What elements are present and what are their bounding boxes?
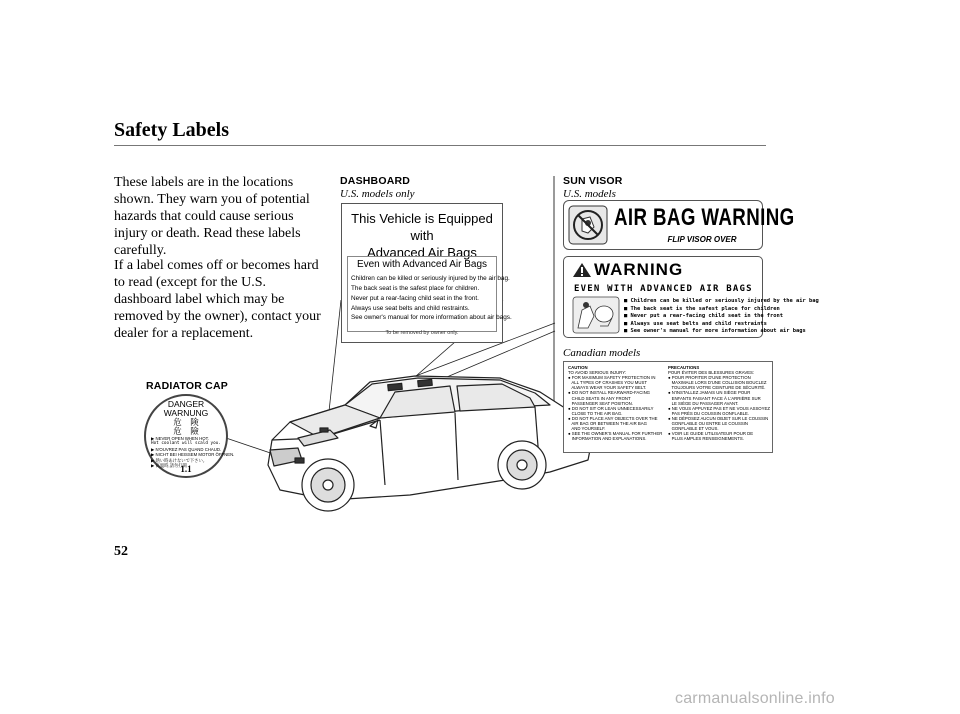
dashboard-label-title-line-1: This Vehicle is Equipped with — [351, 211, 493, 243]
radiator-cap-danger: DANGER — [167, 399, 205, 409]
dashboard-label-line: Children can be killed or seriously injured by the air bag. — [351, 275, 510, 282]
intro-paragraph-1: These labels are in the locations shown. They warn you of potential hazards that could cause serious injury or death. Read these labels carefully. — [114, 175, 310, 258]
visor-warning-line: ■ Always use seat belts and child restraints — [624, 320, 767, 327]
dashboard-label-title-line-2: Advanced Air Bags — [367, 245, 477, 260]
canadian-label-precautions-text: POUR ÉVITER DES BLESSURES GRAVES: ● POUR PROFITER D'UNE PROTECTION MAXIMALE LORS D'UNE COLLISION BOUCLEZ TOUJOURS VOTRE CEINTURE DE SÉCURITÉ. ● N'INSTALLEZ JAMAIS UN SIÈGE POUR ENFANTS FAISANT FACE À L'ARRIÈRE SUR LE SIÈGE DU PASSAGER AVANT. ● NE VOUS APPUYEZ PAS ET NE VOUS ASSOYEZ PAS PRÈS DU COUSSIN GONFLABLE. ● NE DÉPOSEZ AUCUN OBJET SUR LE COUSSIN GONFLABLE OU ENTRE LE COUSSIN GONFLABLE ET VOUS. ● VOIR LE GUIDE UTILISATEUR POUR DE PLUS AMPLES RENSEIGNEMENTS. — [668, 370, 771, 442]
dashboard-label-subtitle: Even with Advanced Air Bags — [356, 259, 488, 270]
canadian-visor-label — [563, 361, 773, 453]
radiator-cap-line: ▶ N'OUVREZ PAS QUAND CHAUD. — [151, 446, 222, 452]
canadian-label-caution-heading: CAUTION — [568, 365, 588, 370]
visor-warning-line: ■ Never put a rear-facing child seat in the front — [624, 313, 784, 319]
intro-paragraph-2: If a label comes off or becomes hard to read (except for the U.S. dashboard label which may be removed by the owner), contact your dealer for a replacement. — [114, 258, 321, 341]
dashboard-label-line: The back seat is the safest place for children. — [351, 285, 480, 292]
visor-warning-label — [563, 256, 819, 338]
radiator-cap-line: ▶ 高溫時,請勿打開 — [151, 463, 187, 468]
radiator-cap-warning-words — [146, 400, 226, 436]
flip-visor-text: FLIP VISOR OVER — [667, 235, 737, 244]
sun-visor-us-subheading: U.S. models — [563, 188, 616, 200]
canadian-label-precautions-heading: PRECAUTIONS — [668, 365, 700, 370]
radiator-cap-code: 1.1 — [180, 464, 192, 474]
visor-warning-heading: WARNING — [594, 260, 684, 279]
dashboard-label-line: See owner's manual for more information about air bags. — [351, 314, 512, 321]
dashboard-label-title — [342, 210, 502, 261]
visor-warning-line: ■ See owner's manual for more information about air bags — [624, 328, 806, 334]
dashboard-label-line: Never put a rear-facing child seat in the front. — [351, 295, 479, 302]
dashboard-label-line: Always use seat belts and child restraints. — [351, 305, 470, 312]
watermark: carmanualsonline.info — [675, 690, 835, 707]
sun-visor-canadian-subheading: Canadian models — [563, 347, 641, 359]
dashboard-label — [341, 203, 512, 343]
dashboard-label-box — [347, 256, 512, 332]
airbag-deploy-icon — [572, 296, 620, 334]
radiator-cap-kiken-jp: 危 険 — [173, 417, 199, 427]
radiator-cap-heading: RADIATOR CAP — [146, 380, 228, 392]
airbag-warning-title: AIR BAG WARNING — [614, 204, 795, 231]
canadian-label-caution-text: TO AVOID SERIOUS INJURY: ● FOR MAXIMUM SAFETY PROTECTION IN ALL TYPES OF CRASHES YOU MUST ALWAYS WEAR YOUR SAFETY BELT. ● DO NOT INSTALL REARWARD-FACING CHILD SEATS IN ANY FRONT PASSENGER SEAT POSITION. ● DO NOT SIT OR LEAN UNNECESSARILY CLOSE TO THE AIR BAG. ● DO NOT PLACE ANY OBJECTS OVER THE AIR BAG OR BETWEEN THE AIR BAG AND YOURSELF. ● SEE THE OWNER'S MANUAL FOR FURTHER INFORMATION AND EXPLANATIONS. — [568, 370, 663, 442]
sun-visor-heading: SUN VISOR — [563, 175, 623, 187]
radiator-cap-kiken-zh: 危 險 — [173, 426, 199, 436]
page-number: 52 — [114, 544, 128, 559]
visor-warning-line: ■ The back seat is the safest place for children — [624, 305, 780, 312]
radiator-cap-warnung: WARNUNG — [163, 408, 209, 418]
visor-warning-line: ■ Children can be killed or seriously injured by the air bag — [624, 298, 819, 304]
warning-triangle-icon — [572, 262, 592, 278]
no-child-seat-icon — [568, 205, 608, 245]
radiator-cap-label — [144, 394, 235, 478]
radiator-cap-line: ▶ NICHT BEI HEISSEM MOTOR ÖFFNEN. — [151, 452, 235, 458]
dashboard-heading: DASHBOARD — [340, 175, 411, 187]
radiator-cap-line: ▶ NEVER OPEN WHEN HOT. — [151, 436, 209, 441]
dashboard-subheading: U.S. models only — [340, 188, 415, 200]
dashboard-label-removal-note: To be removed by owner only. — [385, 330, 459, 336]
radiator-cap-line: ▶ 熱い時あけないで下さい。 — [151, 457, 208, 463]
radiator-cap-line: Hot coolant will scald you. — [151, 441, 221, 447]
canadian-label-precautions-column — [668, 365, 770, 441]
airbag-warning-label — [563, 200, 795, 250]
visor-warning-subheading: EVEN WITH ADVANCED AIR BAGS — [574, 284, 753, 294]
canadian-label-caution-column — [568, 365, 662, 441]
page-title: Safety Labels — [114, 119, 229, 141]
